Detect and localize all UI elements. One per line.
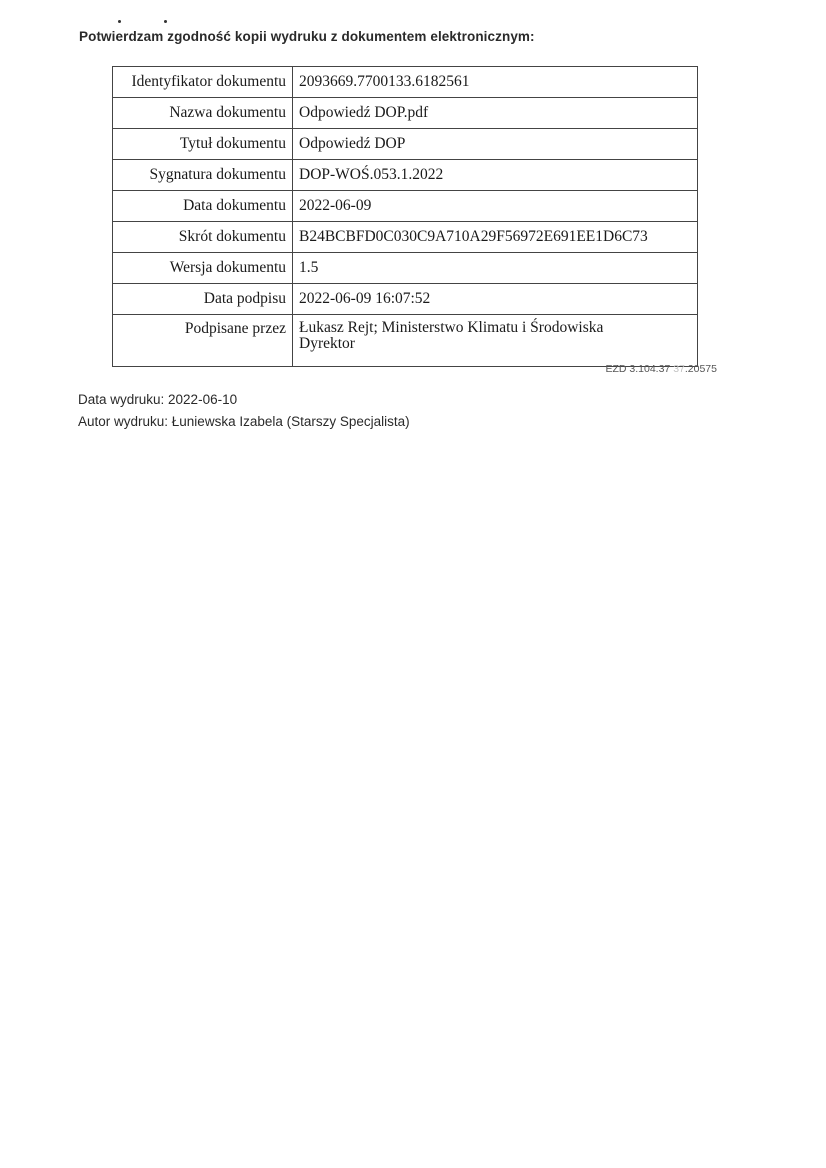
table-row	[113, 129, 698, 160]
row-value: 2022-06-09 16:07:52	[293, 284, 698, 315]
row-label: Identyfikator dokumentu	[113, 67, 293, 98]
row-value: 2093669.7700133.6182561	[293, 67, 698, 98]
table-row	[113, 160, 698, 191]
table-row	[113, 191, 698, 222]
signer-line: Łukasz Rejt; Ministerstwo Klimatu i Środowiska	[299, 319, 604, 336]
row-value: 2022-06-09	[293, 191, 698, 222]
scan-speck	[164, 20, 167, 23]
signer-role: Dyrektor	[299, 335, 355, 352]
row-label: Sygnatura dokumentu	[113, 160, 293, 191]
document-metadata-table	[112, 66, 698, 367]
table-row	[113, 315, 698, 367]
row-value: 1.5	[293, 253, 698, 284]
table-row	[113, 284, 698, 315]
row-value: B24BCBFD0C030C9A710A29F56972E691EE1D6C73	[293, 222, 698, 253]
ezd-suffix: .20575	[684, 363, 717, 375]
row-label: Podpisane przez	[113, 315, 293, 367]
scan-speck	[118, 20, 121, 23]
ezd-reference	[605, 363, 717, 375]
table-row	[113, 222, 698, 253]
row-value	[293, 315, 698, 367]
row-label: Nazwa dokumentu	[113, 98, 293, 129]
row-value: Odpowiedź DOP	[293, 129, 698, 160]
print-author: Autor wydruku: Łuniewska Izabela (Starszy Specjalista)	[78, 414, 410, 429]
table-row	[113, 253, 698, 284]
ezd-faint: 37	[673, 363, 685, 375]
confirmation-heading: Potwierdzam zgodność kopii wydruku z dokumentem elektronicznym:	[79, 29, 535, 44]
ezd-prefix: EZD 3.104.37	[605, 363, 674, 375]
row-label: Data dokumentu	[113, 191, 293, 222]
row-label: Data podpisu	[113, 284, 293, 315]
print-date: Data wydruku: 2022-06-10	[78, 392, 238, 407]
row-value: DOP-WOŚ.053.1.2022	[293, 160, 698, 191]
table-row	[113, 98, 698, 129]
row-label: Wersja dokumentu	[113, 253, 293, 284]
row-value: Odpowiedź DOP.pdf	[293, 98, 698, 129]
row-label: Skrót dokumentu	[113, 222, 293, 253]
table-row	[113, 67, 698, 98]
row-label: Tytuł dokumentu	[113, 129, 293, 160]
